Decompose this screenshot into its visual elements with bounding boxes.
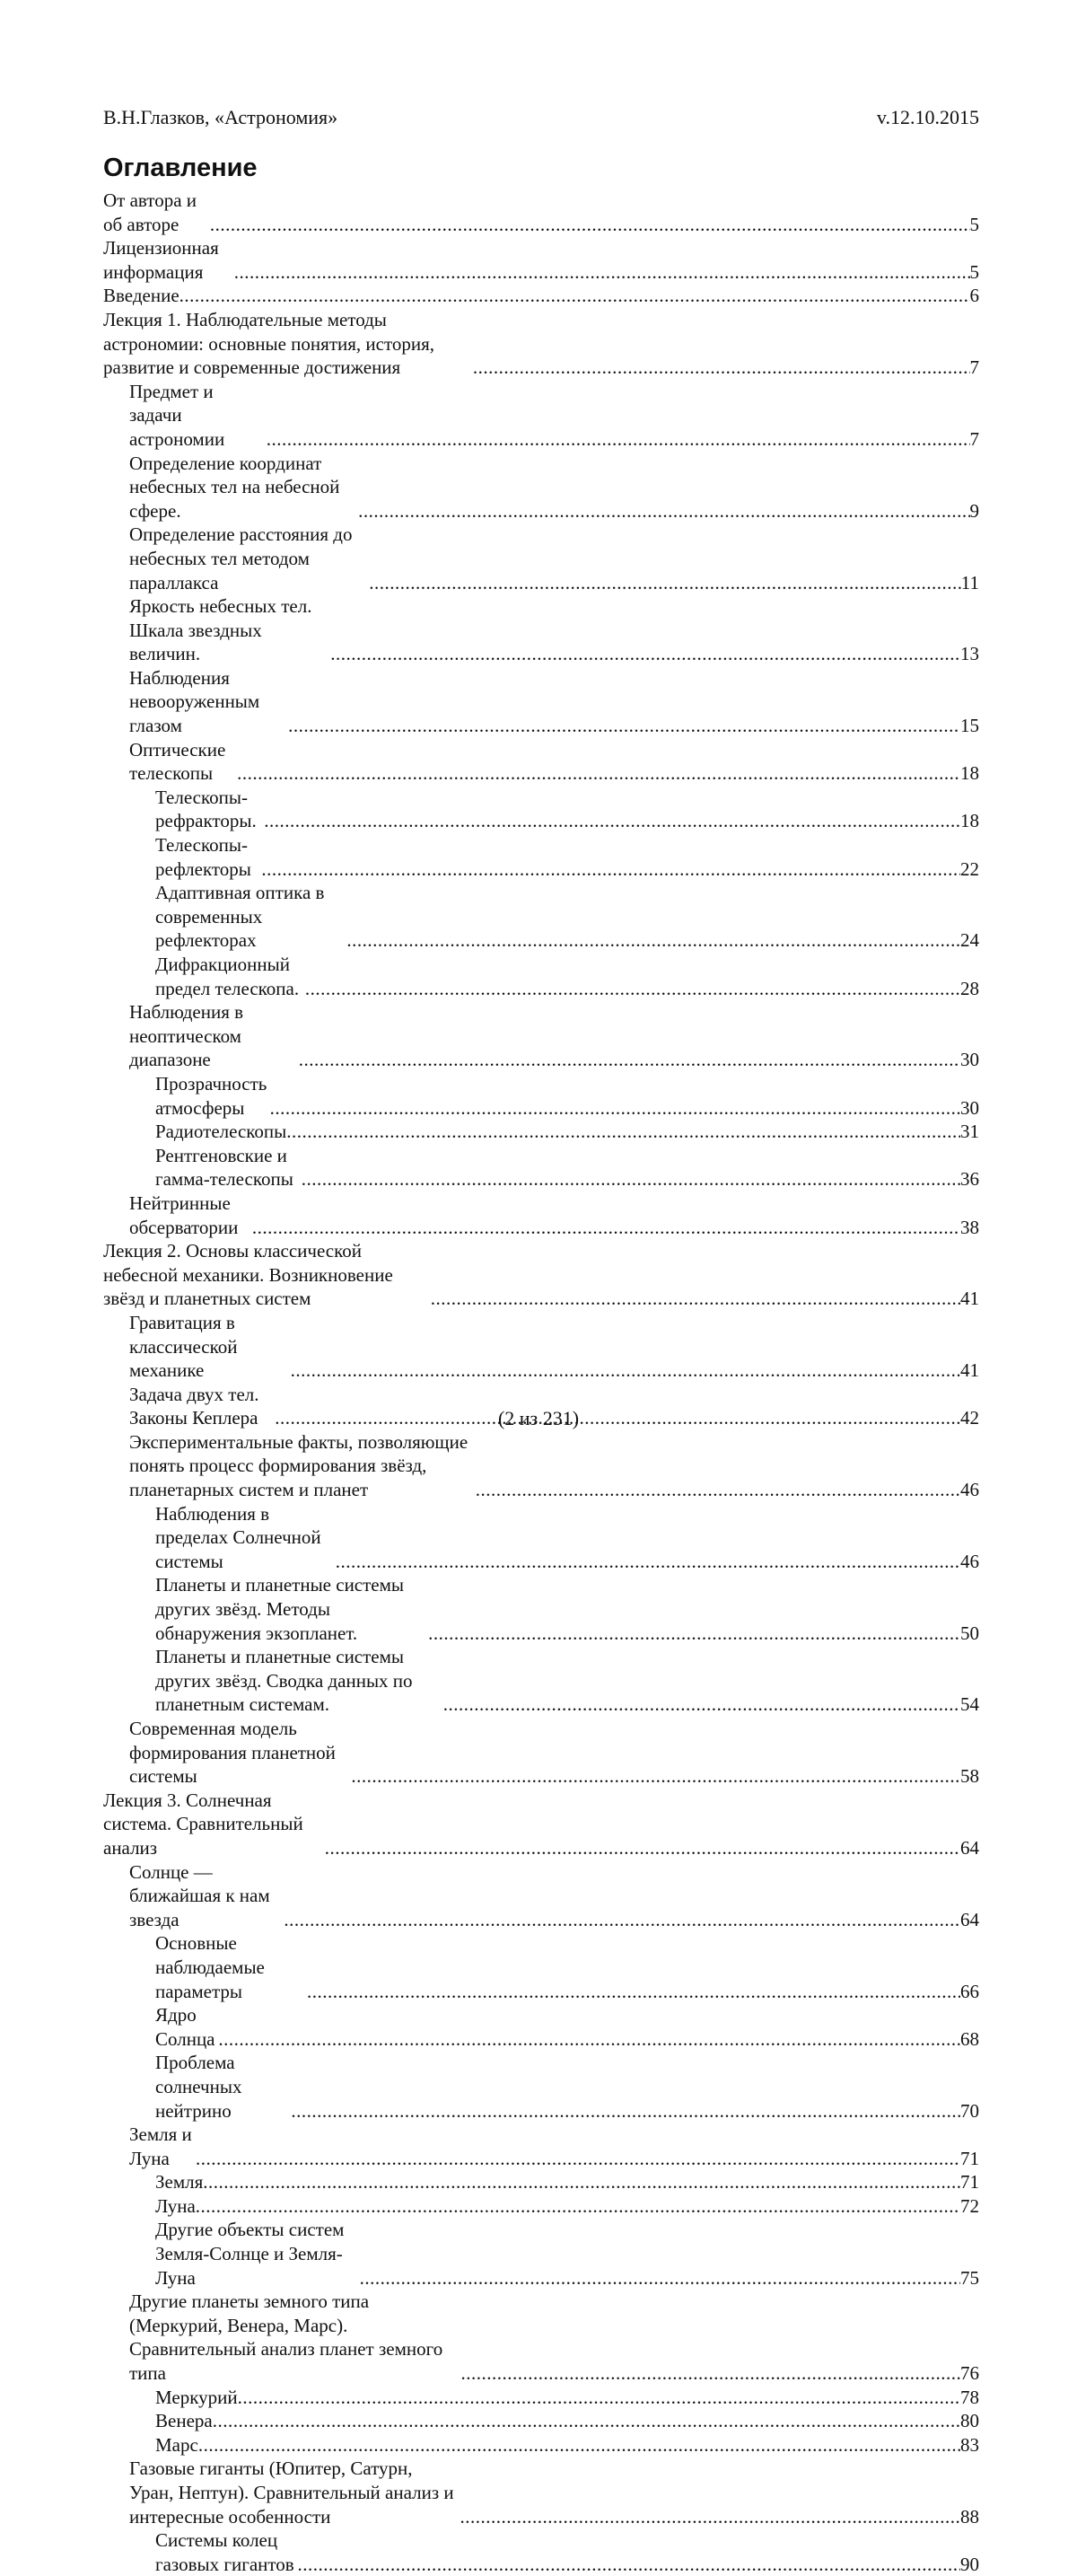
- toc-entry[interactable]: [103, 2386, 979, 2410]
- toc-entry-page-number: 90: [960, 2553, 979, 2575]
- toc-entry-title: Лекция 2. Основы классической небесной механики. Возникновение звёзд и планетных систем: [103, 1240, 393, 1310]
- toc-entry-page-number: 64: [960, 1908, 979, 1930]
- toc-entry-page-number: 22: [960, 857, 979, 880]
- toc-entry-title: Определение координат небесных тел на небесной сфере.: [129, 452, 340, 522]
- dot-leader: [460, 2505, 960, 2529]
- dot-leader: [291, 2099, 960, 2123]
- toc-entry-title: Наблюдения невооруженным глазом: [129, 666, 260, 737]
- toc-entry-title: Введение: [103, 285, 180, 307]
- page-number-footer: (2 из 231): [497, 1407, 580, 1429]
- toc-entry-page-number: 58: [960, 1765, 979, 1788]
- dot-leader: [196, 2147, 960, 2171]
- header-author-title: В.Н.Глазков, «Астрономия»: [103, 106, 338, 128]
- toc-entry-title: Газовые гиганты (Юпитер, Сатурн, Уран, Нептун). Сравнительный анализ и интересные особенности: [129, 2457, 454, 2528]
- toc-entry-page-number: 70: [960, 2099, 979, 2122]
- toc-entry-page-number: 7: [969, 356, 979, 379]
- toc-entry-title: Телескопы-рефракторы.: [155, 786, 257, 832]
- toc-entry-page-number: 64: [960, 1836, 979, 1859]
- toc-entry[interactable]: [103, 380, 979, 452]
- toc-entry-title: Радиотелескопы: [155, 1121, 287, 1143]
- toc-entry-title: Наблюдения в пределах Солнечной системы: [155, 1502, 321, 1572]
- toc-entry-page-number: 36: [960, 1168, 979, 1191]
- toc-entry-page-number: 38: [960, 1216, 979, 1238]
- dot-leader: [336, 1550, 960, 1574]
- toc-entry-title: Земля: [155, 2171, 204, 2194]
- dot-leader: [213, 2409, 960, 2433]
- toc-entry[interactable]: [103, 833, 979, 881]
- toc-entry[interactable]: [103, 452, 979, 523]
- toc-entry-title: Земля и Луна: [129, 2123, 192, 2169]
- toc-entry[interactable]: [103, 1311, 979, 1383]
- toc-entry-title: Лекция 3. Солнечная система. Сравнительный анализ: [103, 1789, 303, 1859]
- toc-entry-page-number: 9: [969, 499, 979, 522]
- toc-entry-page-number: 83: [960, 2433, 979, 2456]
- dot-leader: [267, 427, 970, 452]
- toc-entry[interactable]: [103, 1239, 979, 1311]
- table-of-contents: [103, 189, 979, 2576]
- toc-entry-page-number: 31: [960, 1121, 979, 1143]
- toc-entry-page-number: 11: [960, 571, 979, 593]
- toc-entry-title: Планеты и планетные системы других звёзд. Сводка данных по планетным системам.: [155, 1646, 413, 1716]
- toc-entry[interactable]: [103, 2123, 979, 2170]
- toc-entry-title: Предмет и задачи астрономии: [129, 380, 225, 450]
- toc-entry[interactable]: [103, 308, 979, 380]
- toc-entry[interactable]: [103, 1144, 979, 1191]
- toc-entry[interactable]: [103, 2170, 979, 2194]
- dot-leader: [210, 213, 970, 237]
- toc-entry-page-number: 54: [960, 1693, 979, 1716]
- toc-entry-title: Другие объекты систем Земля-Солнце и Земля-Луна: [155, 2219, 345, 2289]
- toc-entry-title: Наблюдения в неоптическом диапазоне: [129, 1001, 244, 1071]
- dot-leader: [196, 2194, 960, 2219]
- toc-entry-page-number: 18: [960, 810, 979, 832]
- dot-leader: [288, 714, 960, 738]
- toc-entry-title: Яркость небесных тел. Шкала звездных величин.: [129, 595, 312, 665]
- toc-entry-page-number: 18: [960, 762, 979, 785]
- dot-leader: [325, 1836, 960, 1860]
- toc-entry-page-number: 76: [960, 2362, 979, 2385]
- dot-leader: [261, 857, 960, 882]
- toc-entry-title: Меркурий: [155, 2386, 238, 2408]
- toc-entry[interactable]: [103, 1502, 979, 1574]
- dot-leader: [198, 2433, 960, 2457]
- dot-leader: [360, 2266, 960, 2290]
- toc-entry-title: Основные наблюдаемые параметры: [155, 1932, 265, 2002]
- toc-entry[interactable]: [103, 2433, 979, 2457]
- toc-entry[interactable]: [103, 1789, 979, 1860]
- toc-entry[interactable]: [103, 2003, 979, 2051]
- toc-entry-title: Нейтринные обсерватории: [129, 1191, 239, 1238]
- toc-entry-page-number: 42: [960, 1407, 979, 1429]
- toc-entry-title: Солнце — ближайшая к нам звезда: [129, 1860, 270, 1930]
- toc-entry-title: Современная модель формирования планетной системы: [129, 1718, 336, 1788]
- toc-entry[interactable]: [103, 2528, 979, 2576]
- header-version: v.12.10.2015: [876, 106, 979, 128]
- toc-entry[interactable]: [103, 666, 979, 738]
- toc-entry-page-number: 5: [969, 260, 979, 283]
- toc-entry-title: Ядро Солнца: [155, 2004, 215, 2050]
- dot-leader: [180, 284, 970, 308]
- toc-entry-page-number: 71: [960, 2147, 979, 2169]
- toc-entry-page-number: 7: [969, 427, 979, 450]
- toc-title: Оглавление: [103, 154, 258, 182]
- dot-leader: [305, 977, 960, 1001]
- toc-entry[interactable]: [103, 881, 979, 953]
- dot-leader: [237, 761, 960, 786]
- dot-leader: [358, 499, 969, 523]
- toc-entry-title: Лицензионная информация: [103, 237, 219, 283]
- dot-leader: [473, 356, 970, 380]
- dot-leader: [302, 1167, 960, 1191]
- dot-leader: [252, 1216, 960, 1240]
- toc-entry-title: Рентгеновские и гамма-телескопы: [155, 1144, 293, 1191]
- toc-entry-page-number: 75: [960, 2266, 979, 2289]
- toc-entry-title: Экспериментальные факты, позволяющие понять процесс формирования звёзд, планетарных систем и планет: [129, 1430, 468, 1501]
- dot-leader: [330, 642, 960, 666]
- toc-entry[interactable]: [103, 1000, 979, 1072]
- toc-entry-page-number: 6: [969, 285, 979, 307]
- toc-entry-page-number: 78: [960, 2386, 979, 2408]
- toc-entry[interactable]: [103, 2290, 979, 2385]
- dot-leader: [284, 1908, 960, 1932]
- toc-entry[interactable]: [103, 2194, 979, 2219]
- toc-entry-title: Гравитация в классической механике: [129, 1311, 238, 1382]
- toc-entry-page-number: 68: [960, 2027, 979, 2050]
- toc-entry[interactable]: [103, 1931, 979, 2003]
- toc-entry[interactable]: [103, 1645, 979, 1717]
- dot-leader: [286, 1120, 960, 1144]
- toc-entry[interactable]: [103, 594, 979, 666]
- toc-entry-page-number: 50: [960, 1622, 979, 1644]
- toc-entry[interactable]: [103, 189, 979, 236]
- toc-entry[interactable]: [103, 2218, 979, 2290]
- toc-entry-title: От автора и об авторе: [103, 189, 197, 235]
- toc-entry[interactable]: [103, 2051, 979, 2123]
- dot-leader: [297, 2553, 960, 2576]
- dot-leader: [264, 809, 960, 833]
- toc-entry-title: Венера: [155, 2410, 213, 2432]
- toc-entry-page-number: 15: [960, 715, 979, 737]
- dot-leader: [346, 928, 960, 953]
- toc-entry-title: Определение расстояния до небесных тел методом параллакса: [129, 523, 353, 593]
- toc-entry-title: Луна: [155, 2194, 196, 2217]
- toc-entry-page-number: 71: [960, 2171, 979, 2194]
- toc-entry[interactable]: [103, 786, 979, 833]
- toc-entry-title: Марс: [155, 2433, 198, 2456]
- toc-entry-page-number: 66: [960, 1980, 979, 2002]
- dot-leader: [218, 2027, 960, 2052]
- toc-entry-page-number: 46: [960, 1479, 979, 1501]
- toc-entry-title: Оптические телескопы: [129, 738, 226, 785]
- dot-leader: [238, 2386, 960, 2410]
- dot-leader: [443, 1692, 960, 1717]
- toc-entry-page-number: 30: [960, 1096, 979, 1119]
- dot-leader: [431, 1287, 960, 1311]
- toc-entry-page-number: 80: [960, 2410, 979, 2432]
- dot-leader: [291, 1358, 960, 1383]
- toc-entry[interactable]: [103, 523, 979, 594]
- toc-entry-page-number: 88: [960, 2505, 979, 2528]
- toc-entry[interactable]: [103, 1191, 979, 1239]
- toc-entry-title: Лекция 1. Наблюдательные методы астрономии: основные понятия, история, развитие и современные достижения: [103, 308, 434, 379]
- toc-entry-page-number: 13: [960, 643, 979, 665]
- dot-leader: [476, 1478, 960, 1502]
- dot-leader: [461, 2361, 960, 2386]
- toc-entry-page-number: 28: [960, 977, 979, 999]
- toc-entry-title: Проблема солнечных нейтрино: [155, 2052, 242, 2122]
- toc-entry-title: Адаптивная оптика в современных рефлекторах: [155, 882, 325, 952]
- toc-entry-title: Прозрачность атмосферы: [155, 1072, 267, 1119]
- toc-entry-page-number: 5: [969, 213, 979, 235]
- toc-entry-page-number: 30: [960, 1049, 979, 1071]
- page-header: [103, 104, 979, 131]
- toc-entry[interactable]: [103, 953, 979, 1000]
- toc-entry[interactable]: [103, 2457, 979, 2528]
- toc-entry[interactable]: [103, 1860, 979, 1932]
- toc-entry-page-number: 46: [960, 1550, 979, 1572]
- toc-entry[interactable]: [103, 236, 979, 284]
- toc-entry[interactable]: [103, 1573, 979, 1645]
- dot-leader: [270, 1096, 960, 1121]
- toc-entry[interactable]: [103, 1120, 979, 1144]
- toc-entry-page-number: 24: [960, 929, 979, 952]
- toc-entry-title: Задача двух тел. Законы Кеплера: [129, 1383, 259, 1429]
- toc-entry[interactable]: [103, 1072, 979, 1120]
- toc-entry[interactable]: [103, 1430, 979, 1502]
- dot-leader: [307, 1980, 960, 2004]
- toc-entry-title: Дифракционный предел телескопа.: [155, 954, 300, 999]
- dot-leader: [203, 2170, 960, 2194]
- toc-entry-title: Другие планеты земного типа (Меркурий, Венера, Марс). Сравнительный анализ планет земного типа: [129, 2290, 443, 2385]
- dot-leader: [428, 1622, 960, 1646]
- toc-entry[interactable]: [103, 738, 979, 786]
- toc-entry-title: Системы колец газовых гигантов: [155, 2529, 294, 2575]
- toc-entry-page-number: 41: [960, 1288, 979, 1310]
- dot-leader: [234, 260, 970, 285]
- toc-entry-title: Планеты и планетные системы других звёзд. Методы обнаружения экзопланет.: [155, 1574, 405, 1644]
- toc-entry[interactable]: [103, 2409, 979, 2433]
- dot-leader: [299, 1048, 960, 1072]
- dot-leader: [369, 571, 960, 595]
- toc-entry[interactable]: [103, 284, 979, 308]
- toc-entry-title: Телескопы-рефлекторы: [155, 834, 251, 880]
- toc-entry-page-number: 72: [960, 2194, 979, 2217]
- toc-entry-page-number: 41: [960, 1359, 979, 1382]
- toc-entry[interactable]: [103, 1717, 979, 1789]
- dot-leader: [351, 1764, 960, 1789]
